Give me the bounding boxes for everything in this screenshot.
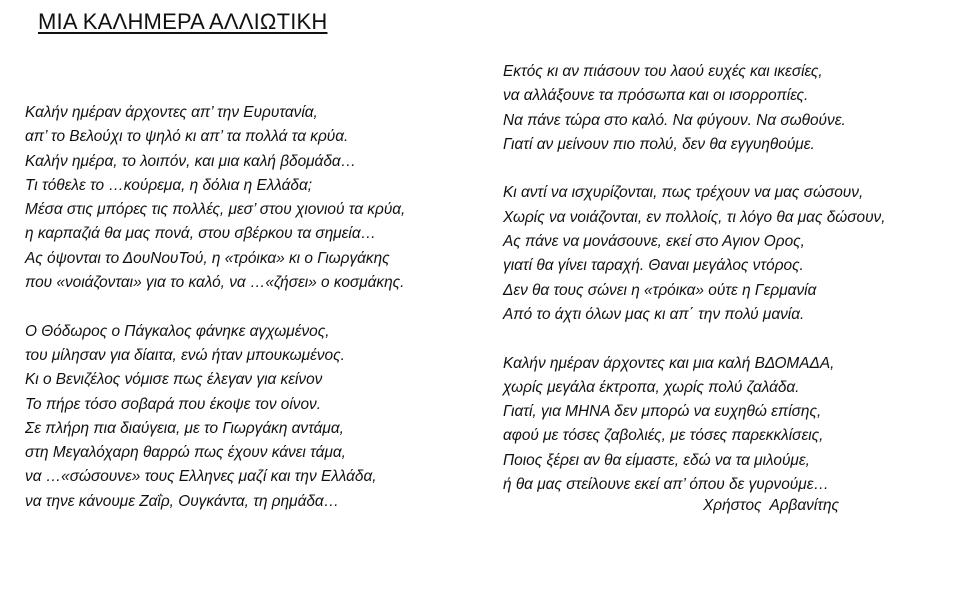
poem-line: αφού με τόσες ζαβολιές, με τόσες παρεκκλίσεις,: [503, 427, 824, 445]
poem-line: Εκτός κι αν πιάσουν του λαού ευχές και ικεσίες,: [503, 63, 823, 80]
poem-line: που «νοιάζονται» για το καλό, να …«ζήσει» ο κοσμάκης.: [25, 274, 405, 292]
poem-line: Καλήν ημέραν άρχοντες και μια καλή ΒΔΟΜΑΔΑ,: [503, 354, 835, 372]
poem-line: Ο Θόδωρος ο Πάγκαλος φάνηκε αγχωμένος,: [25, 322, 330, 340]
poem-line: Γιατί, για ΜΗΝΑ δεν μπορώ να ευχηθώ επίσης,: [503, 403, 822, 421]
poem-line: να αλλάξουνε τα πρόσωπα και οι ισορροπίες.: [503, 87, 809, 105]
poem-line: Ας πάνε να μονάσουνε, εκεί στο Αγιον Ορος,: [503, 233, 805, 251]
poem-line: Ποιος ξέρει αν θα είμαστε, εδώ να τα μιλούμε,: [503, 451, 810, 469]
poem-line: απ’ το Βελούχι το ψηλό κι απ’ τα πολλά τα κρύα.: [25, 128, 349, 146]
poem-line: του μίλησαν για δίαιτα, ενώ ήταν μπουκωμένος.: [25, 346, 345, 364]
stanza-gap: [503, 157, 886, 181]
right-column: [503, 60, 886, 497]
poem-line: Καλήν ημέραν άρχοντες απ’ την Ευρυτανία,: [25, 104, 318, 121]
poem-line: η καρπαζιά θα μας πονά, στου σβέρκου τα σημεία…: [25, 225, 377, 243]
stanza-gap: [25, 295, 405, 319]
stanza-gap: [503, 327, 886, 351]
poem-line: Να πάνε τώρα στο καλό. Να φύγουν. Να σωθούνε.: [503, 111, 846, 129]
poem-line: ή θα μας στείλουνε εκεί απ’ όπου δε γυρνούμε…: [503, 476, 829, 494]
poem-line: Χωρίς να νοιάζονται, εν πολλοίς, τι λόγο θα μας δώσουν,: [503, 208, 886, 226]
poem-title: ΜΙΑ ΚΑΛΗΜΕΡΑ ΑΛΛΙΩΤΙΚΗ: [38, 9, 328, 34]
poem-line: χωρίς μεγάλα έκτροπα, χωρίς πολύ ζαλάδα.: [503, 378, 800, 396]
poem-line: Δεν θα τους σώνει η «τρόικα» ούτε η Γερμανία: [503, 281, 817, 299]
poem-line: Κι αντί να ισχυρίζονται, πως τρέχουν να μας σώσουν,: [503, 184, 864, 202]
poem-line: Τι τόθελε το …κούρεμα, η δόλια η Ελλάδα;: [25, 176, 313, 194]
poem-line: Κι ο Βενιζέλος νόμισε πως έλεγαν για κείνον: [25, 371, 323, 389]
poem-line: Σε πλήρη πια διαύγεια, με το Γιωργάκη αντάμα,: [25, 419, 344, 437]
poem-line: Γιατί αν μείνουν πιο πολύ, δεν θα εγγυηθούμε.: [503, 135, 815, 153]
poem-line: Καλήν ημέρα, το λοιπόν, και μια καλή βδομάδα…: [25, 152, 357, 170]
poem-line: Μέσα στις μπόρες τις πολλές, μεσ’ στου χιονιού τα κρύα,: [25, 201, 406, 219]
poem-line: να …«σώσουνε» τους Ελληνες μαζί και την Ελλάδα,: [25, 468, 377, 486]
left-column: [25, 101, 405, 514]
poem-line: να τηνε κάνουμε Ζαΐρ, Ουγκάντα, τη ρημάδα…: [25, 492, 340, 510]
poem-line: Το πήρε τόσο σοβαρά που έκοψε τον οίνον.: [25, 395, 321, 413]
poem-line: Ας όψονται το ΔουΝουΤού, η «τρόικα» κι ο Γιωργάκης: [25, 249, 390, 267]
poem-line: γιατί θα γίνει ταραχή. Θαναι μεγάλος ντόρος.: [503, 257, 804, 275]
poem-line: στη Μεγαλόχαρη θαρρώ πως έχουν κάνει τάμα,: [25, 444, 346, 462]
author-signature: Χρήστος Αρβανίτης: [703, 497, 840, 514]
poem-line: Από το άχτι όλων μας κι απ΄ την πολύ μανία.: [503, 305, 805, 323]
